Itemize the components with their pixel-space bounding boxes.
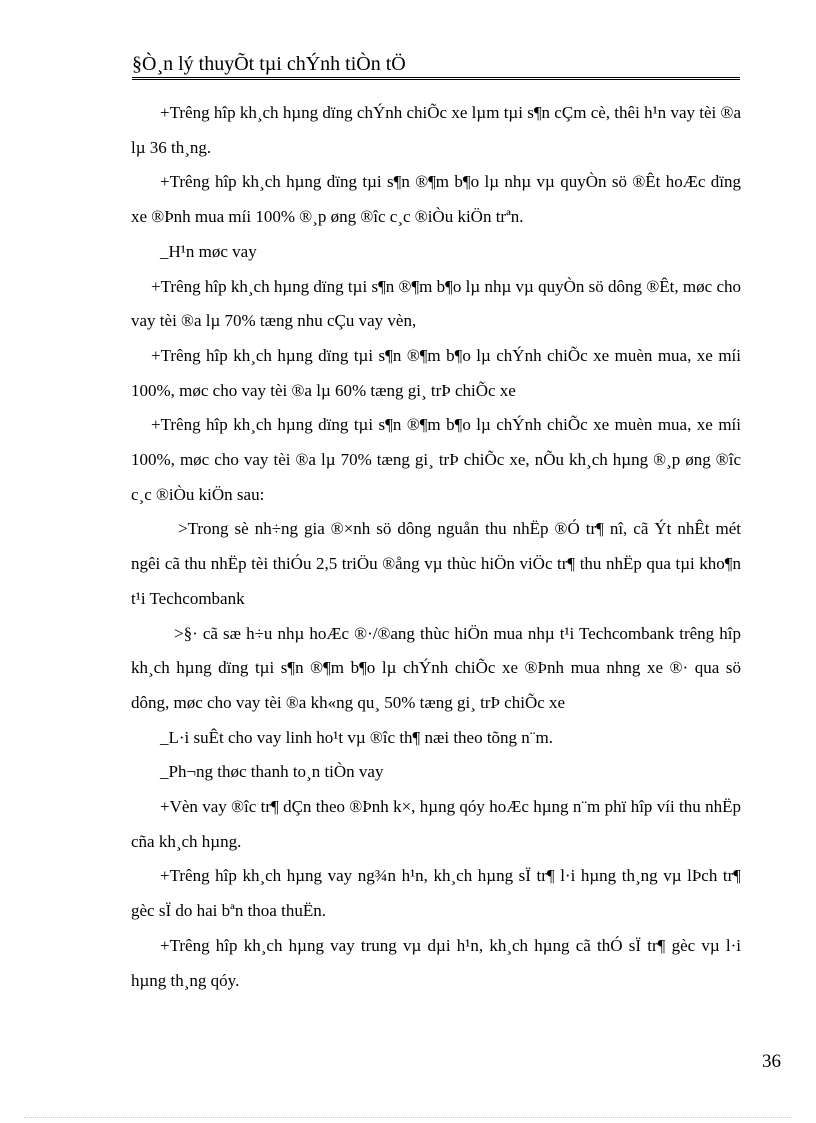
paragraph: +Trêng hîp kh¸ch hµng dïng tµi s¶n ®¶m b¶o lµ chÝnh chiÕc xe muèn mua, xe míi 100%, møc cho vay tèi ®a lµ 60% tæng gi¸ trÞ chiÕc xe: [131, 345, 741, 400]
section-heading: _Ph¬ng thøc thanh to¸n tiÒn vay: [160, 762, 384, 782]
paragraph: +Trêng hîp kh¸ch hµng vay ng¾n h¹n, kh¸ch hµng sÏ tr¶ l·i hµng th¸ng vµ lÞch tr¶ gèc sÏ do hai bªn thoa thuËn.: [131, 866, 741, 921]
page-header: [132, 50, 740, 80]
paragraph: +Trêng hîp kh¸ch hµng dïng chÝnh chiÕc xe lµm tµi s¶n cÇm cè, thêi h¹n vay tèi ®a lµ 36 th¸ng.: [131, 103, 741, 157]
paragraph: +Trêng hîp kh¸ch hµng dïng tµi s¶n ®¶m b¶o lµ nhµ vµ quyÒn sö dông ®Êt, møc cho vay tèi ®a lµ 70% tæng nhu cÇu vay vèn,: [131, 276, 741, 331]
section-heading: _L·i suÊt cho vay linh ho¹t vµ ®îc th¶ næi theo tõng n¨m.: [160, 727, 553, 747]
paragraph: +Vèn vay ®îc tr¶ dÇn theo ®Þnh k×, hµng qóy hoÆc hµng n¨m phï hîp víi thu nhËp cña kh¸ch hµng.: [131, 797, 741, 851]
paragraph: +Trêng hîp kh¸ch hµng dïng tµi s¶n ®¶m b¶o lµ chÝnh chiÕc xe muèn mua, xe míi 100%, møc cho vay tèi ®a lµ 70% tæng gi¸ trÞ chiÕc xe, nÕu kh¸ch hµng ®¸p øng ®îc c¸c ®iÒu kiÖn sau:: [131, 415, 741, 504]
page-bottom-divider: [24, 1117, 792, 1118]
page-number: 36: [762, 1051, 781, 1072]
paragraph: >§· cã sæ h÷u nhµ hoÆc ®·/®ang thùc hiÖn mua nhµ t¹i Techcombank trêng hîp kh¸ch hµng dïng tµi s¶n ®¶m b¶o lµ chÝnh chiÕc xe ®Þnh mua nhng xe ®· qua sö dông, møc cho vay tèi ®a kh«ng qu¸ 50% tæng gi¸ trÞ chiÕc xe: [131, 623, 741, 712]
paragraph: +Trêng hîp kh¸ch hµng vay trung vµ dµi h¹n, kh¸ch hµng cã thÓ sÏ tr¶ gèc vµ l·i hµng th¸ng qóy.: [131, 935, 741, 990]
section-heading: _H¹n møc vay: [160, 241, 257, 261]
document-body: [131, 96, 741, 998]
page-title: §Ò¸n lý thuyÕt tµi chÝnh tiÒn tÖ: [132, 53, 406, 75]
paragraph: +Trêng hîp kh¸ch hµng dïng tµi s¶n ®¶m b¶o lµ nhµ vµ quyÒn sö ®Êt hoÆc dïng xe ®Þnh mua míi 100% ®¸p øng ®îc c¸c ®iÒu kiÖn trªn.: [131, 172, 741, 227]
paragraph: >Trong sè nh÷ng gia ®×nh sö dông nguån thu nhËp ®Ó tr¶ nî, cã Ýt nhÊt mét ngêi cã thu nhËp tèi thiÓu 2,5 triÖu ®ång vµ thùc hiÖn viÖc tr¶ thu nhËp qua tµi kho¶n t¹i Techcombank: [131, 519, 741, 608]
